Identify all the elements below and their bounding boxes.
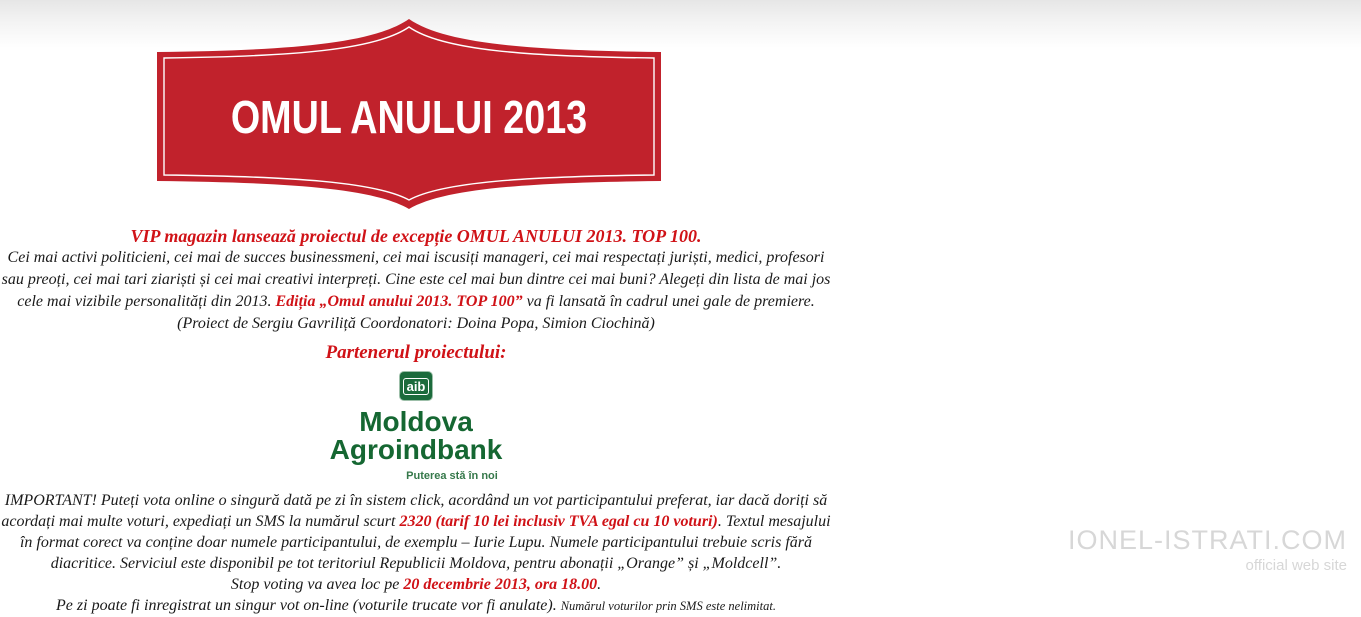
sms-number-highlight: 2320 (tarif 10 lei inclusiv TVA egal cu 10 voturi) — [399, 513, 718, 530]
bank-name-line2: Agroindbank — [329, 434, 503, 465]
intro-highlight: Ediția „Omul anului 2013. TOP 100” — [275, 293, 523, 310]
bank-slogan: Puterea stă în noi — [406, 470, 498, 482]
important-text-1: IMPORTANT! Puteți vota online o singură dată pe zi în sistem click, acordând un vot participantului preferat, iar dacă doriți să acordați mai multe voturi, expediați un SMS la numărul scurt — [1, 492, 828, 530]
aib-logo-icon — [400, 372, 432, 400]
important-paragraph — [0, 490, 832, 574]
aib-monogram: aib — [403, 378, 430, 395]
stop-voting-text-1: Stop voting va avea loc pe — [230, 576, 404, 593]
important-text-2: . Textul mesajului în format corect va conține doar numele participantului, de exemplu – Iurie Lupu. Numele participantului trebuie scris fără diacritice. Serviciul este disponibil pe tot teritoriul Republicii Moldova, pentru abonații „Orange” și „Moldcell”. — [19, 513, 831, 572]
site-watermark — [1068, 525, 1347, 574]
main-content — [0, 226, 832, 617]
final-line — [0, 595, 832, 617]
final-main-text: Pe zi poate fi inregistrat un singur vot on-line (voturile trucate vor fi anulate). — [56, 597, 561, 614]
award-badge — [148, 14, 670, 214]
bank-name-line1: Moldova — [359, 406, 473, 437]
intro-text-1: Cei mai activi politicieni, cei mai de succes businessmeni, cei mai iscusiți manageri, cei mai respectați juriști, medici, profesori sau preoți, cei mai tari ziariști și cei mai creativi interpreți. Cine este cel mai bun dintre cei mai buni? Alegeți din lista de mai jos cele mai vizibile personalități din 2013. — [1, 249, 831, 310]
voting-info — [0, 490, 832, 617]
stop-voting-date-highlight: 20 decembrie 2013, ora 18.00 — [403, 576, 598, 593]
badge-title: OMUL ANULUI 2013 — [230, 91, 588, 143]
final-small-note: Numărul voturilor prin SMS este nelimitat. — [560, 599, 776, 613]
intro-heading: VIP magazin lansează proiectul de excepție OMUL ANULUI 2013. TOP 100. — [130, 226, 702, 246]
watermark-site-name: IONEL-ISTRATI.COM — [1067, 525, 1347, 555]
intro-text-2: va fi lansată în cadrul unei gale de premiere. (Proiect de Sergiu Gavriliță Coordonatori: Doina Popa, Simion Ciochină) — [177, 293, 815, 332]
partner-logo[interactable] — [0, 372, 832, 483]
watermark-tagline: official web site — [1245, 557, 1347, 574]
intro-paragraph — [0, 247, 832, 335]
stop-voting-text-2: . — [597, 576, 602, 593]
stop-voting-line — [0, 574, 832, 595]
partner-heading: Partenerul proiectului: — [325, 342, 507, 363]
